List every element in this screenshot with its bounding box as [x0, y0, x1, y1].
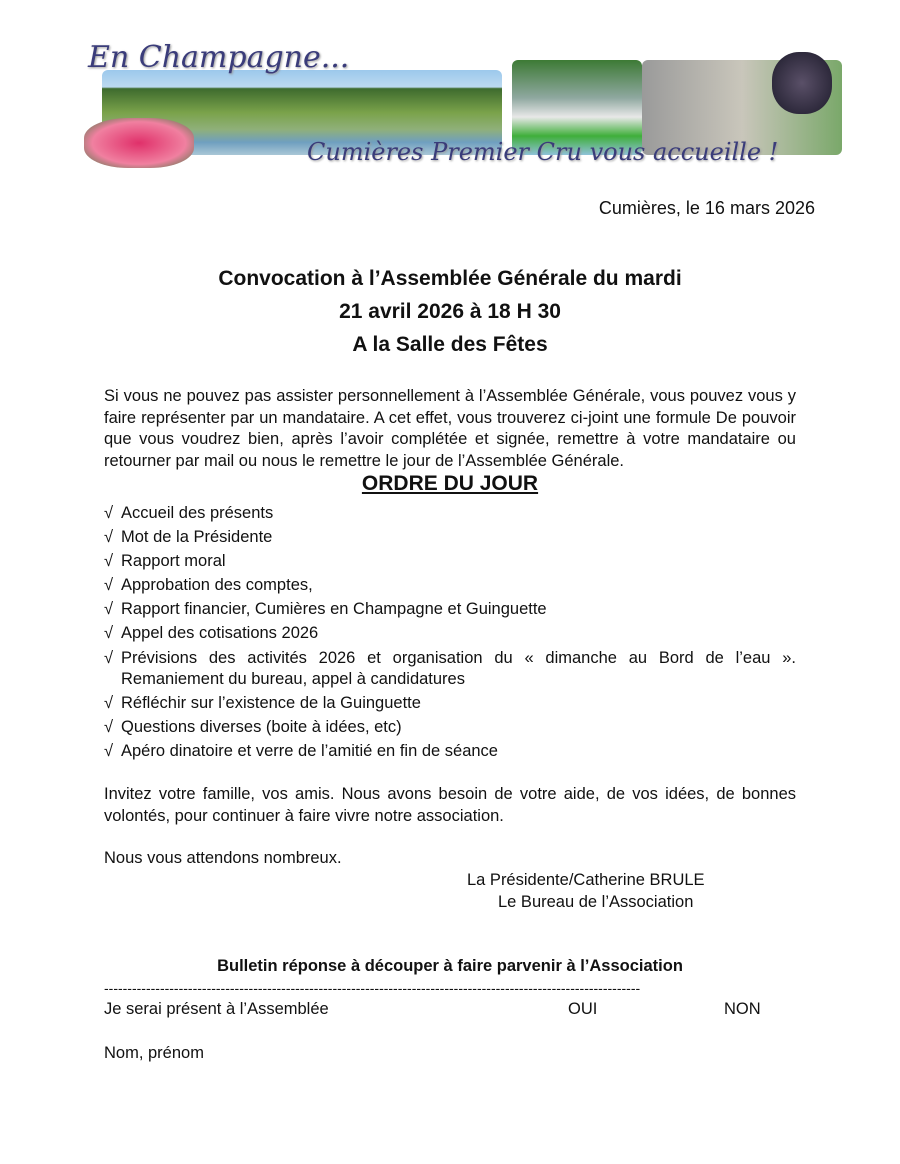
agenda-item: [104, 741, 498, 762]
agenda-item: [104, 503, 273, 524]
check-icon: √: [104, 742, 114, 760]
name-label: Nom, prénom: [104, 1044, 204, 1062]
check-icon: √: [104, 600, 114, 618]
header-banner: [82, 40, 858, 170]
agenda-item: [104, 551, 226, 572]
agenda-item: [104, 648, 796, 669]
reply-yes: OUI: [568, 1000, 598, 1018]
check-icon: √: [104, 718, 114, 736]
agenda-item: [104, 693, 421, 714]
title-line-1: Convocation à l’Assemblée Générale du mardi: [218, 267, 682, 290]
agenda-item-text: Prévisions des activités 2026 et organisation du « dimanche au Bord de l’eau ».: [121, 649, 796, 667]
check-icon: √: [104, 624, 114, 642]
cut-line: -------------------------------------------------------------------------------------------------------------------: [104, 980, 641, 996]
agenda-item: [104, 717, 402, 738]
title-line-3: A la Salle des Fêtes: [352, 333, 548, 356]
agenda-item: [104, 623, 318, 644]
agenda-item-text: Remaniement du bureau, appel à candidatures: [121, 670, 465, 688]
agenda-item-text: Apéro dinatoire et verre de l’amitié en fin de séance: [121, 742, 498, 760]
bulletin-title: Bulletin réponse à découper à faire parvenir à l’Association: [217, 957, 683, 975]
agenda-item: [121, 669, 465, 690]
grapes-icon: [772, 52, 832, 114]
agenda-item-text: Mot de la Présidente: [121, 528, 273, 546]
check-icon: √: [104, 694, 114, 712]
check-icon: √: [104, 528, 114, 546]
invite-paragraph: Invitez votre famille, vos amis. Nous avons besoin de votre aide, de vos idées, de bonnes volontés, pour continuer à faire vivre notre association.: [104, 785, 796, 825]
agenda-item: [104, 599, 547, 620]
check-icon: √: [104, 649, 114, 667]
check-icon: √: [104, 504, 114, 522]
date-line: Cumières, le 16 mars 2026: [598, 198, 815, 218]
agenda-item-text: Rapport moral: [121, 552, 226, 570]
agenda-item-text: Appel des cotisations 2026: [121, 624, 319, 642]
title-line-2: 21 avril 2026 à 18 H 30: [339, 300, 561, 323]
agenda-item: [104, 527, 272, 548]
intro-paragraph: Si vous ne pouvez pas assister personnellement à l’Assemblée Générale, vous pouvez vous y faire représenter par un mandataire. A cet effet, vous trouverez ci-joint une formule De pouvoir que vous voudrez bien, après l’avoir complétée et signée, remettre à votre mandataire ou retourner par mail ou nous le remettre le jour de l’Assemblée Générale.: [104, 387, 796, 470]
agenda-item-text: Accueil des présents: [121, 504, 274, 522]
reply-label: Je serai présent à l’Assemblée: [104, 1000, 329, 1018]
signature-line-2: Le Bureau de l’Association: [498, 893, 694, 911]
reply-no: NON: [724, 1000, 761, 1018]
flowers-icon: [84, 118, 194, 168]
check-icon: √: [104, 552, 114, 570]
closing-line: Nous vous attendons nombreux.: [104, 849, 342, 867]
agenda-title: ORDRE DU JOUR: [361, 472, 539, 495]
banner-top-text: En Champagne...: [88, 40, 350, 75]
check-icon: √: [104, 576, 114, 594]
agenda-item-text: Questions diverses (boite à idées, etc): [121, 718, 402, 736]
agenda-item-text: Approbation des comptes,: [121, 576, 313, 594]
signature-line-1: La Présidente/Catherine BRULE: [467, 871, 705, 889]
agenda-item-text: Réfléchir sur l’existence de la Guinguette: [121, 694, 421, 712]
agenda-item-text: Rapport financier, Cumières en Champagne et Guinguette: [121, 600, 547, 618]
banner-bottom-text: Cumières Premier Cru vous accueille !: [307, 138, 779, 166]
agenda-item: [104, 575, 313, 596]
